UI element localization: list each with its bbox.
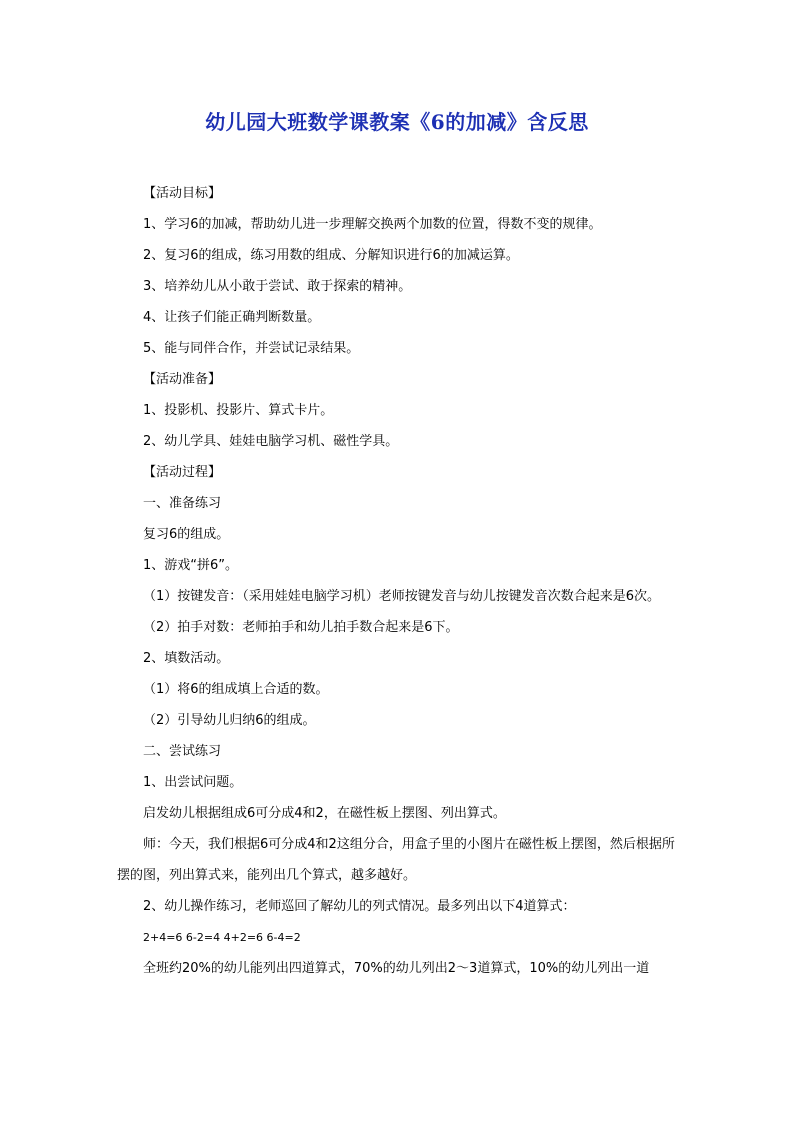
paragraph: 【活动过程】 [143,465,222,480]
paragraph: 3、培养幼儿从小敢于尝试、敢于探索的精神。 [143,279,412,294]
paragraph: 二、尝试练习 [143,744,222,759]
paragraph: 【活动准备】 [143,372,222,387]
paragraph: 启发幼儿根据组成6可分成4和2，在磁性板上摆图、列出算式。 [143,806,506,821]
paragraph: 全班约20%的幼儿能列出四道算式，70%的幼儿列出2～3道算式，10%的幼儿列出一道 [143,961,650,976]
paragraph: 师：今天，我们根据6可分成4和2这组分合，用盒子里的小图片在磁性板上摆图，然后根据所摆的图，列出算式来，能列出几个算式，越多越好。 [117,837,675,883]
paragraph: 1、游戏“拼6”。 [143,558,239,573]
paragraph: 【活动目标】 [143,186,222,201]
paragraph: 2、幼儿操作练习，老师巡回了解幼儿的列式情况。最多列出以下4道算式： [143,899,576,914]
paragraph: 一、准备练习 [143,496,222,511]
paragraph: 2、填数活动。 [143,651,230,666]
paragraph: 5、能与同伴合作，并尝试记录结果。 [143,341,360,356]
paragraph: 2、幼儿学具、娃娃电脑学习机、磁性学具。 [143,434,399,449]
paragraph: （1）按键发音：（采用娃娃电脑学习机）老师按键发音与幼儿按键发音次数合起来是6次。 [143,589,661,604]
paragraph: 1、出尝试问题。 [143,775,243,790]
paragraph: 复习6的组成。 [143,527,230,542]
paragraph: 2、复习6的组成，练习用数的组成、分解知识进行6的加减运算。 [143,248,519,263]
paragraph: （1）将6的组成填上合适的数。 [143,682,329,697]
paragraph: 1、投影机、投影片、算式卡片。 [143,403,334,418]
paragraph: （2）引导幼儿归纳6的组成。 [143,713,316,728]
document-title: 幼儿园大班数学课教案《6的加减》含反思 [205,110,589,134]
document-body [117,178,679,984]
paragraph: 1、学习6的加减，帮助幼儿进一步理解交换两个加数的位置，得数不变的规律。 [143,217,602,232]
paragraph: （2）拍手对数：老师拍手和幼儿拍手数合起来是6下。 [143,620,459,635]
paragraph: 2+4=6 6-2=4 4+2=6 6-4=2 [143,931,301,944]
paragraph: 4、让孩子们能正确判断数量。 [143,310,321,325]
